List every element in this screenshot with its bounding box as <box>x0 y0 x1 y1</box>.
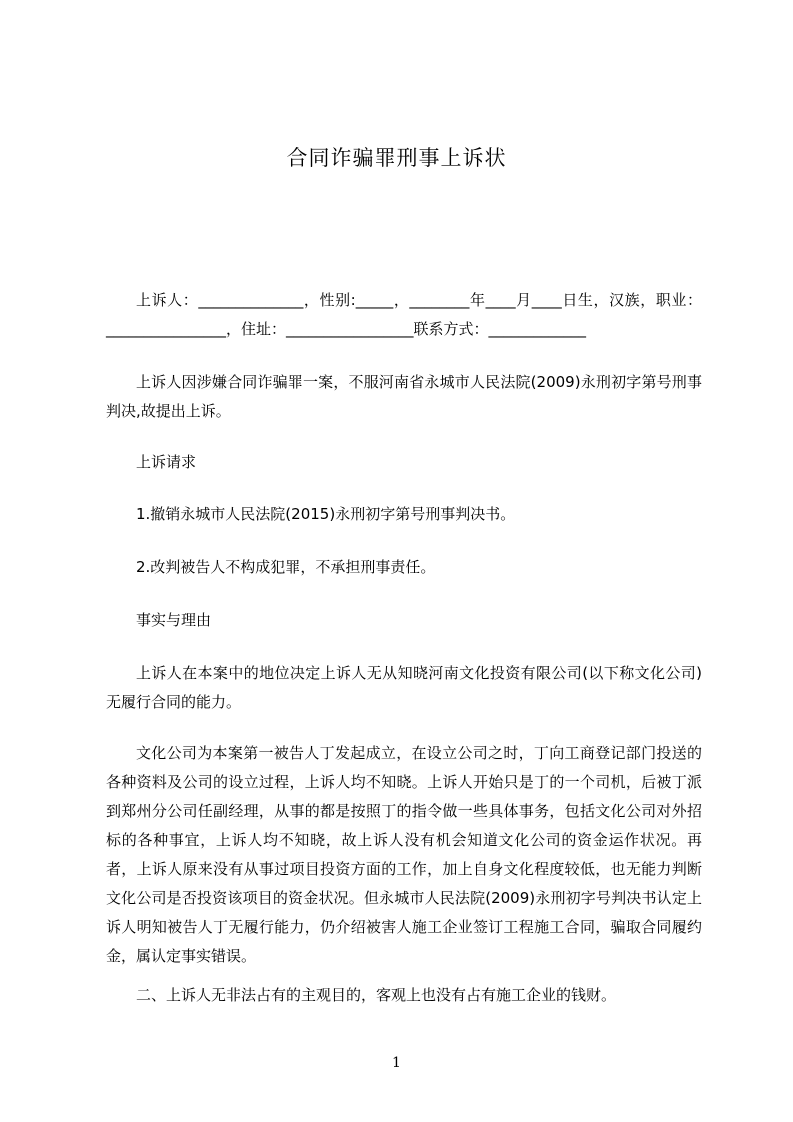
appeal-heading: 上诉请求 <box>136 453 197 471</box>
facts-heading: 事实与理由 <box>136 611 212 629</box>
intro-paragraph: 上诉人因涉嫌合同诈骗罪一案，不服河南省永城市人民法院(2009)永刑初字第号刑事判决,故提出上诉。 <box>106 373 702 420</box>
facts-paragraph-2: 文化公司为本案第一被告人丁发起成立，在设立公司之时，丁向工商登记部门投送的各种资料及公司的设立过程，上诉人均不知晓。上诉人开始只是丁的一个司机，后被丁派到郑州分公司任副经理，从事的都是按照丁的指令做一些具体事务，包括文化公司对外招标的各种事宜，上诉人均不知晓，故上诉人没有机会知道文化公司的资金运作状况。再者，上诉人原来没有从事过项目投资方面的工作，加上自身文化程度较低，也无能力判断文化公司是否投资该项目的资金状况。但永城市人民法院(2009)永刑初字号判决书认定上诉人明知被告人丁无履行能力，仍介绍被害人施工企业签订工程施工合同，骗取合同履约金，属认定事实错误。 <box>106 744 702 965</box>
request-item-1: 1.撤销永城市人民法院(2015)永刑初字第号刑事判决书。 <box>136 505 516 523</box>
appellant-info: 上诉人：______________，性别:_____，________年____月____日生，汉族，职业：________________，住址：_________________联系方式：_____________ <box>106 291 702 338</box>
document-title: 合同诈骗罪刑事上诉状 <box>286 146 507 170</box>
point-two-heading: 二、上诉人无非法占有的主观目的，客观上也没有占有施工企业的钱财。 <box>136 986 617 1004</box>
request-item-2: 2.改判被告人不构成犯罪，不承担刑事责任。 <box>136 558 436 576</box>
page-number: 1 <box>392 1055 401 1071</box>
facts-paragraph-1: 上诉人在本案中的地位决定上诉人无从知晓河南文化投资有限公司(以下称文化公司)无履行合同的能力。 <box>106 664 702 711</box>
